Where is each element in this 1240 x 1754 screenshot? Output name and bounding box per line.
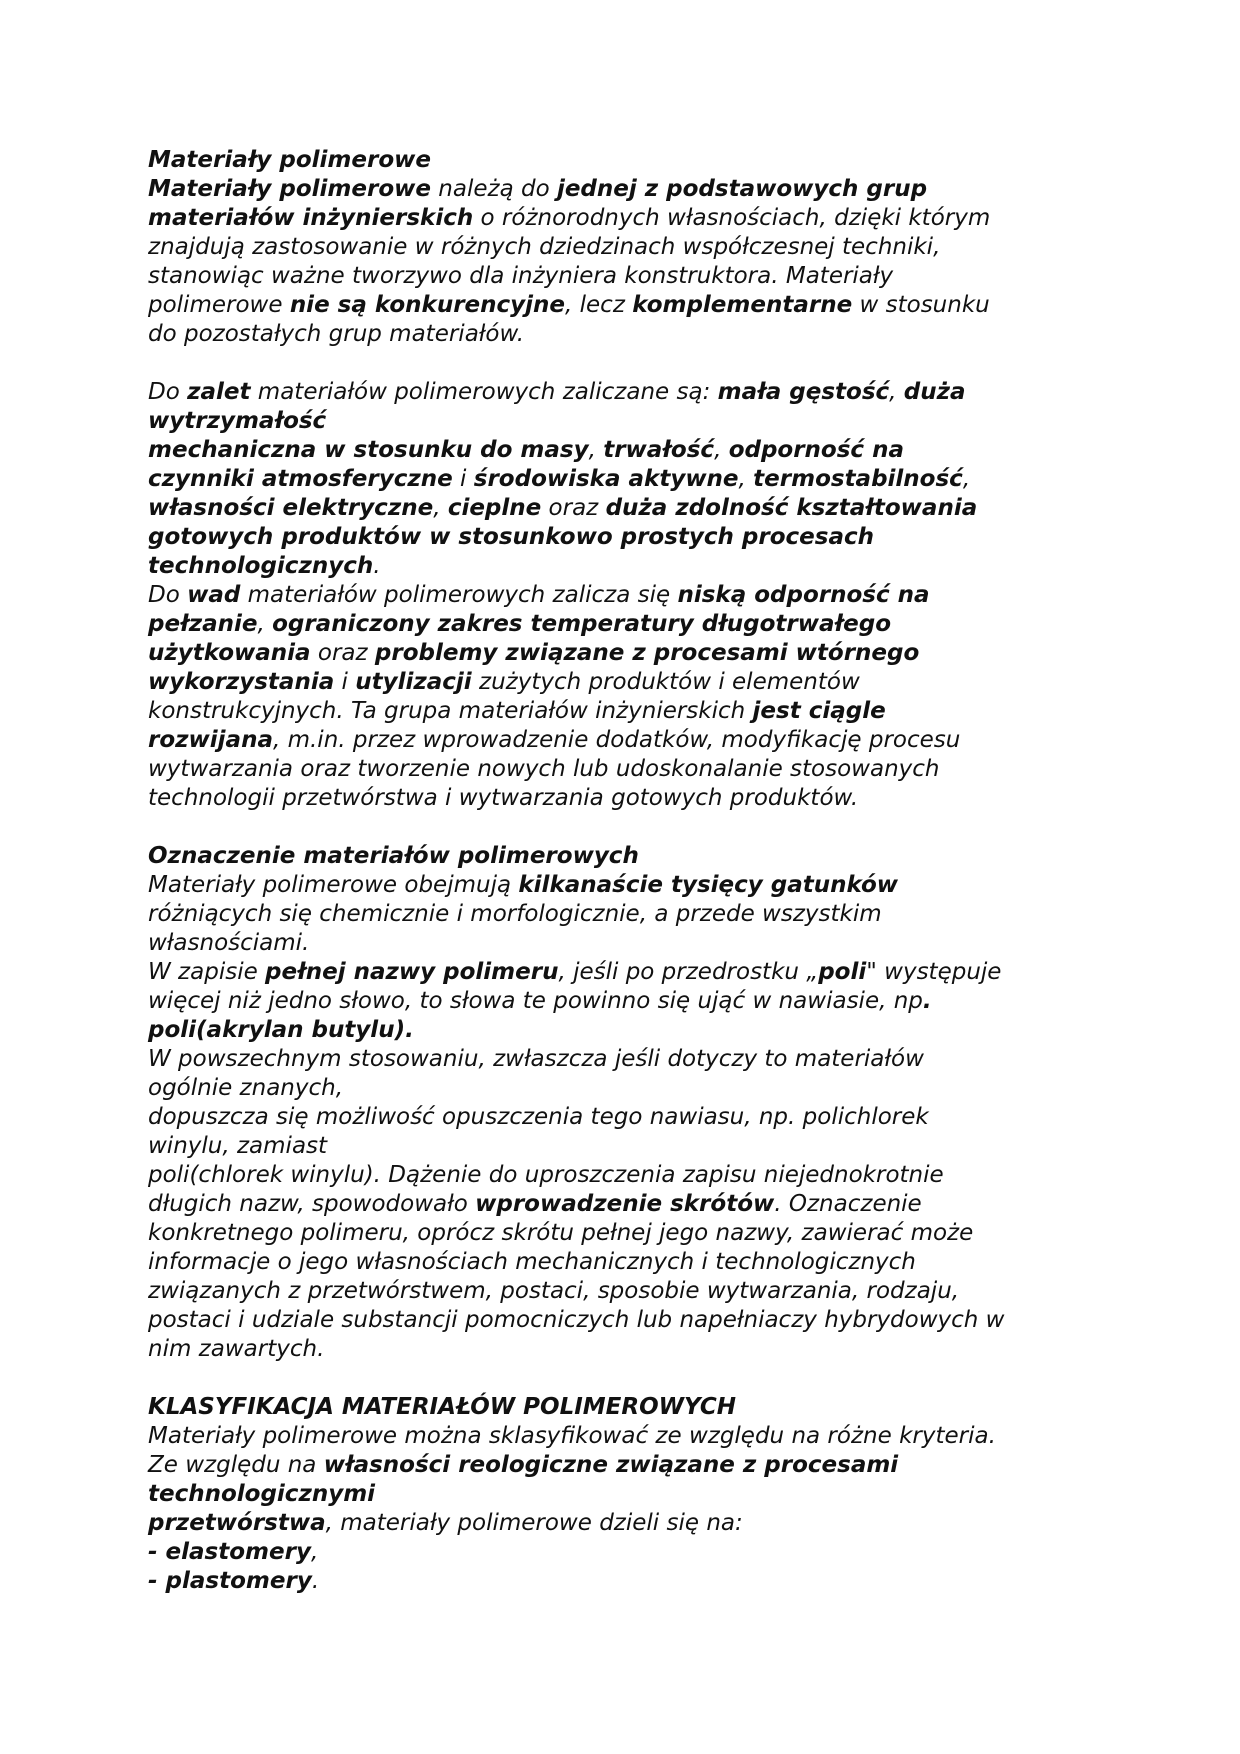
text-line bbox=[148, 1219, 1108, 1248]
text: związanych z przetwórstwem, postaci, sposobie wytwarzania, rodzaju, bbox=[148, 1278, 960, 1304]
bold-text: Materiały polimerowe bbox=[148, 176, 431, 202]
text: ogólnie znanych, bbox=[148, 1075, 344, 1101]
bold-text: wykorzystania bbox=[148, 669, 335, 695]
text-line bbox=[148, 436, 1108, 465]
text-line bbox=[148, 1161, 1108, 1190]
bold-text: Materiały polimerowe bbox=[148, 147, 431, 173]
bold-text: środowiska aktywne bbox=[473, 466, 739, 492]
text-line bbox=[148, 726, 1108, 755]
text: znajdują zastosowanie w różnych dziedzinach współczesnej techniki, bbox=[148, 234, 941, 260]
text: , materiały polimerowe dzieli się na: bbox=[325, 1510, 743, 1536]
text-line bbox=[148, 639, 1108, 668]
text-line bbox=[148, 291, 1108, 320]
bold-text: termostabilność bbox=[753, 466, 963, 492]
bold-text: Oznaczenie materiałów polimerowych bbox=[148, 843, 639, 869]
text: , bbox=[433, 495, 448, 521]
bold-text: duża zdolność kształtowania bbox=[605, 495, 978, 521]
text-line bbox=[148, 987, 1108, 1016]
text: więcej niż jedno słowo, to słowa te powinno się ująć w nawiasie, np bbox=[148, 988, 923, 1014]
bold-text: komplementarne bbox=[632, 292, 853, 318]
text-line bbox=[148, 784, 1108, 813]
text-line bbox=[148, 1335, 1108, 1364]
text-line bbox=[148, 1190, 1108, 1219]
bold-text: mechaniczna w stosunku do masy bbox=[148, 437, 589, 463]
text: , m.in. przez wprowadzenie dodatków, modyfikację procesu bbox=[272, 727, 961, 753]
bold-text: mała gęstość bbox=[717, 379, 890, 405]
text-line bbox=[148, 320, 1108, 349]
bold-text: utylizacji bbox=[355, 669, 472, 695]
text: własnościami. bbox=[148, 930, 310, 956]
text-line bbox=[148, 378, 1108, 407]
text-line bbox=[148, 1277, 1108, 1306]
text: wytwarzania oraz tworzenie nowych lub udoskonalanie stosowanych bbox=[148, 756, 940, 782]
text-line bbox=[148, 233, 1108, 262]
text: , bbox=[310, 1539, 319, 1565]
text: , lecz bbox=[565, 292, 633, 318]
text: postaci i udziale substancji pomocniczych lub napełniaczy hybrydowych w bbox=[148, 1307, 1005, 1333]
text-line bbox=[148, 1132, 1108, 1161]
text-line bbox=[148, 1306, 1108, 1335]
text: polimerowe bbox=[148, 292, 290, 318]
text: o różnorodnych własnościach, dzięki którym bbox=[473, 205, 991, 231]
bold-text: gotowych produktów w stosunkowo prostych procesach bbox=[148, 524, 874, 550]
text: długich nazw, spowodowało bbox=[148, 1191, 476, 1217]
text: oraz bbox=[541, 495, 606, 521]
text-line bbox=[148, 1422, 1108, 1451]
bold-text: technologicznymi bbox=[148, 1481, 376, 1507]
text: Materiały polimerowe można sklasyfikować ze względu na różne kryteria. bbox=[148, 1423, 996, 1449]
text-line bbox=[148, 900, 1108, 929]
text: materiałów polimerowych zalicza się bbox=[240, 582, 678, 608]
bold-text: . bbox=[922, 988, 932, 1014]
text-line bbox=[148, 1480, 1108, 1509]
text: " występuje bbox=[866, 959, 1002, 985]
bold-text: wad bbox=[187, 582, 241, 608]
bold-text: zalet bbox=[187, 379, 251, 405]
text-line bbox=[148, 175, 1108, 204]
bold-text: rozwijana bbox=[148, 727, 273, 753]
text: , bbox=[588, 437, 604, 463]
text: informacje o jego własnościach mechanicznych i technologicznych bbox=[148, 1249, 916, 1275]
bold-text: trwałość bbox=[603, 437, 715, 463]
text: , bbox=[714, 437, 729, 463]
text: różniących się chemicznie i morfologicznie, a przede wszystkim bbox=[148, 901, 882, 927]
text-line bbox=[148, 581, 1108, 610]
bold-text: przetwórstwa bbox=[148, 1510, 326, 1536]
text-line bbox=[148, 1248, 1108, 1277]
text: konkretnego polimeru, oprócz skrótu pełnej jego nazwy, zawierać może bbox=[148, 1220, 974, 1246]
text-line bbox=[148, 871, 1108, 900]
text-line bbox=[148, 1045, 1108, 1074]
text: , bbox=[738, 466, 754, 492]
bold-text: - plastomery bbox=[148, 1568, 312, 1594]
text: winylu, zamiast bbox=[148, 1133, 328, 1159]
text: w stosunku bbox=[852, 292, 990, 318]
bold-text: KLASYFIKACJA MATERIAŁÓW POLIMEROWYCH bbox=[148, 1394, 736, 1420]
text-line bbox=[148, 610, 1108, 639]
text-line bbox=[148, 552, 1108, 581]
text: Do bbox=[148, 582, 188, 608]
bold-text: niską odporność na bbox=[677, 582, 930, 608]
text: . Oznaczenie bbox=[774, 1191, 922, 1217]
text: stanowiąc ważne tworzywo dla inżyniera konstruktora. Materiały bbox=[148, 263, 894, 289]
text: Materiały polimerowe obejmują bbox=[148, 872, 519, 898]
text: W powszechnym stosowaniu, zwłaszcza jeśli dotyczy to materiałów bbox=[148, 1046, 924, 1072]
text: , jeśli po przedrostku „ bbox=[558, 959, 819, 985]
bold-text: jednej z podstawowych grup bbox=[556, 176, 928, 202]
bold-text: problemy związane z procesami wtórnego bbox=[374, 640, 920, 666]
text-line bbox=[148, 697, 1108, 726]
text: Do bbox=[148, 379, 188, 405]
text: Ze względu na bbox=[148, 1452, 324, 1478]
text: , bbox=[257, 611, 273, 637]
text: dopuszcza się możliwość opuszczenia tego nawiasu, np. polichlorek bbox=[148, 1104, 929, 1130]
paragraph-gap bbox=[148, 349, 1108, 378]
text-line bbox=[148, 1567, 1108, 1596]
text-line bbox=[148, 755, 1108, 784]
bold-text: poli bbox=[818, 959, 867, 985]
text: , bbox=[962, 466, 971, 492]
bold-text: czynniki atmosferyczne bbox=[148, 466, 453, 492]
bold-text: technologicznych bbox=[148, 553, 374, 579]
text: oraz bbox=[310, 640, 375, 666]
text-line bbox=[148, 1016, 1108, 1045]
bold-text: wytrzymałość bbox=[148, 408, 327, 434]
text: technologii przetwórstwa i wytwarzania gotowych produktów. bbox=[148, 785, 859, 811]
bold-text: poli(akrylan butylu). bbox=[148, 1017, 414, 1043]
text-line bbox=[148, 1393, 1108, 1422]
text-line bbox=[148, 465, 1108, 494]
bold-text: pełzanie bbox=[148, 611, 258, 637]
bold-text: własności reologiczne związane z procesami bbox=[323, 1452, 899, 1478]
text-line bbox=[148, 842, 1108, 871]
text-line bbox=[148, 262, 1108, 291]
text: i bbox=[452, 466, 474, 492]
text-line bbox=[148, 1509, 1108, 1538]
paragraph-gap bbox=[148, 813, 1108, 842]
text: nim zawartych. bbox=[148, 1336, 325, 1362]
text: zużytych produktów i elementów bbox=[471, 669, 860, 695]
bold-text: pełnej nazwy polimeru bbox=[265, 959, 559, 985]
text: i bbox=[334, 669, 356, 695]
bold-text: - elastomery bbox=[148, 1539, 311, 1565]
bold-text: użytkowania bbox=[148, 640, 311, 666]
text-line bbox=[148, 523, 1108, 552]
text-line bbox=[148, 204, 1108, 233]
bold-text: jest ciągle bbox=[752, 698, 886, 724]
text: konstrukcyjnych. Ta grupa materiałów inżynierskich bbox=[148, 698, 753, 724]
bold-text: wprowadzenie skrótów bbox=[475, 1191, 775, 1217]
text: poli(chlorek winylu). Dążenie do uproszczenia zapisu niejednokrotnie bbox=[148, 1162, 944, 1188]
bold-text: ograniczony zakres temperatury długotrwałego bbox=[272, 611, 892, 637]
text-line bbox=[148, 958, 1108, 987]
text: W zapisie bbox=[148, 959, 266, 985]
text-line bbox=[148, 1451, 1108, 1480]
text: . bbox=[373, 553, 381, 579]
text-line bbox=[148, 146, 1108, 175]
text-line bbox=[148, 1103, 1108, 1132]
text-line bbox=[148, 929, 1108, 958]
text-line bbox=[148, 407, 1108, 436]
document-body bbox=[148, 146, 1108, 1596]
text: , bbox=[889, 379, 904, 405]
text: . bbox=[311, 1568, 320, 1594]
bold-text: duża bbox=[903, 379, 966, 405]
bold-text: kilkanaście tysięcy gatunków bbox=[518, 872, 899, 898]
text: do pozostałych grup materiałów. bbox=[148, 321, 525, 347]
bold-text: cieplne bbox=[447, 495, 542, 521]
bold-text: materiałów inżynierskich bbox=[148, 205, 474, 231]
bold-text: nie są konkurencyjne bbox=[289, 292, 566, 318]
bold-text: odporność na bbox=[728, 437, 904, 463]
bold-text: własności elektryczne bbox=[148, 495, 434, 521]
text-line bbox=[148, 668, 1108, 697]
text-line bbox=[148, 1538, 1108, 1567]
text: należą do bbox=[430, 176, 557, 202]
text: materiałów polimerowych zaliczane są: bbox=[250, 379, 718, 405]
text-line bbox=[148, 1074, 1108, 1103]
text-line bbox=[148, 494, 1108, 523]
paragraph-gap bbox=[148, 1364, 1108, 1393]
